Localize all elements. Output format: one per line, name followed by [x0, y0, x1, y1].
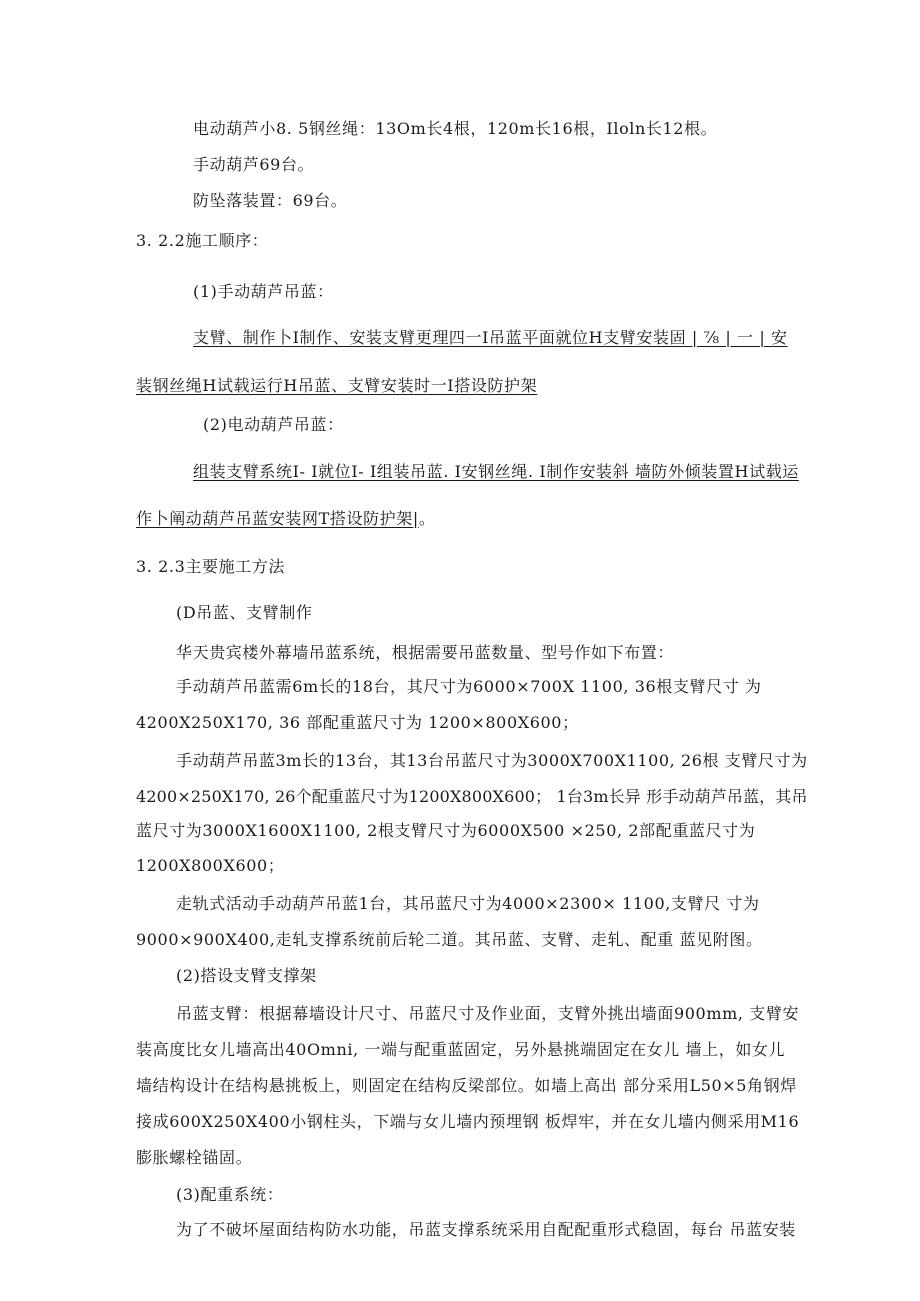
- paragraph-line: 墙结构设计在结构悬挑板上，则固定在结构反梁部位。如墙上高出 部分采用L50×5角钢焊: [136, 1076, 797, 1095]
- subsection-heading: (3)配重系统：: [176, 1185, 284, 1204]
- flow-text-line: 支臂、制作卜I制作、安装支臂更理四一I吊蓝平面就位H支臂安装固 | ⅞ | 一 | 安: [193, 328, 788, 347]
- section-heading: 3. 2.3主要施工方法: [136, 557, 285, 576]
- flow-text-line: 装钢丝绳H试载运行H吊蓝、支臂安装时一I搭设防护架: [136, 376, 538, 395]
- paragraph-line: 手动葫芦吊蓝需6m长的18台，其尺寸为6000×700X 1100, 36根支臂尺寸 为: [176, 677, 762, 696]
- flow-text-end: 。: [418, 509, 436, 528]
- paragraph-line: 手动葫芦吊蓝3m长的13台，其13台吊蓝尺寸为3000X700X1100, 26根 支臂尺寸为: [176, 751, 808, 770]
- text-line: 手动葫芦69台。: [193, 155, 315, 174]
- subsection-heading: (1)手动葫芦吊蓝：: [193, 282, 334, 301]
- paragraph-line: 华天贵宾楼外幕墙吊蓝系统，根据需要吊蓝数量、型号作如下布置：: [176, 643, 675, 662]
- flow-text-line: 组装支臂系统I- I就位I- I组装吊蓝. I安钢丝绳. I制作安装斜 墙防外倾装置H试载运: [193, 462, 799, 481]
- subsection-heading: (D吊蓝、支臂制作: [176, 603, 313, 622]
- paragraph-line: 走轨式活动手动葫芦吊蓝1台，其吊蓝尺寸为4000×2300× 1100,支臂尺 寸为: [176, 894, 760, 913]
- paragraph-line: 蓝尺寸为3000X1600X1100, 2根支臂尺寸为6000X500 ×250, 2部配重蓝尺寸为: [136, 821, 756, 840]
- subsection-heading: (2)搭设支臂支撑架: [176, 966, 317, 985]
- paragraph-line: 接成600X250X400小钢柱头，下端与女儿墙内预埋钢 板焊牢，并在女儿墙内侧采用M16: [136, 1112, 800, 1131]
- section-heading: 3. 2.2施工顺序：: [136, 231, 269, 250]
- paragraph-line: 装高度比女儿墙高出40Omni, 一端与配重蓝固定，另外悬挑端固定在女儿 墙上，如女儿: [136, 1040, 786, 1059]
- flow-text-underlined: 作卜阐动葫芦吊蓝安装网T搭设防护架|: [136, 509, 419, 528]
- paragraph-line: 4200×250X170, 26个配重蓝尺寸为1200X800X600； 1台3m长异 形手动葫芦吊蓝，其吊: [136, 787, 808, 806]
- text-line: 电动葫芦小8. 5钢丝绳：13Om长4根，120m长16根，Iloln长12根。: [193, 119, 718, 138]
- paragraph-line: 9000×900X400,走轧支撑系统前后轮二道。其吊蓝、支臂、走轧、配重 蓝见附图。: [136, 930, 763, 949]
- text-line: 防坠落装置：69台。: [193, 191, 348, 210]
- paragraph-line: 1200X800X600；: [136, 856, 285, 875]
- subsection-heading: (2)电动葫芦吊蓝：: [203, 415, 344, 434]
- paragraph-line: 膨胀螺栓锚固。: [136, 1148, 253, 1167]
- paragraph-line: 为了不破坏屋面结构防水功能，吊蓝支撑系统采用自配配重形式稳固，每台 吊蓝安装: [176, 1220, 796, 1239]
- flow-text-line: [136, 508, 435, 530]
- paragraph-line: 吊蓝支臂：根据幕墙设计尺寸、吊蓝尺寸及作业面，支臂外挑出墙面900mm, 支臂安: [176, 1004, 800, 1023]
- paragraph-line: 4200X250X170, 36 部配重蓝尺寸为 1200×800X600；: [136, 713, 579, 732]
